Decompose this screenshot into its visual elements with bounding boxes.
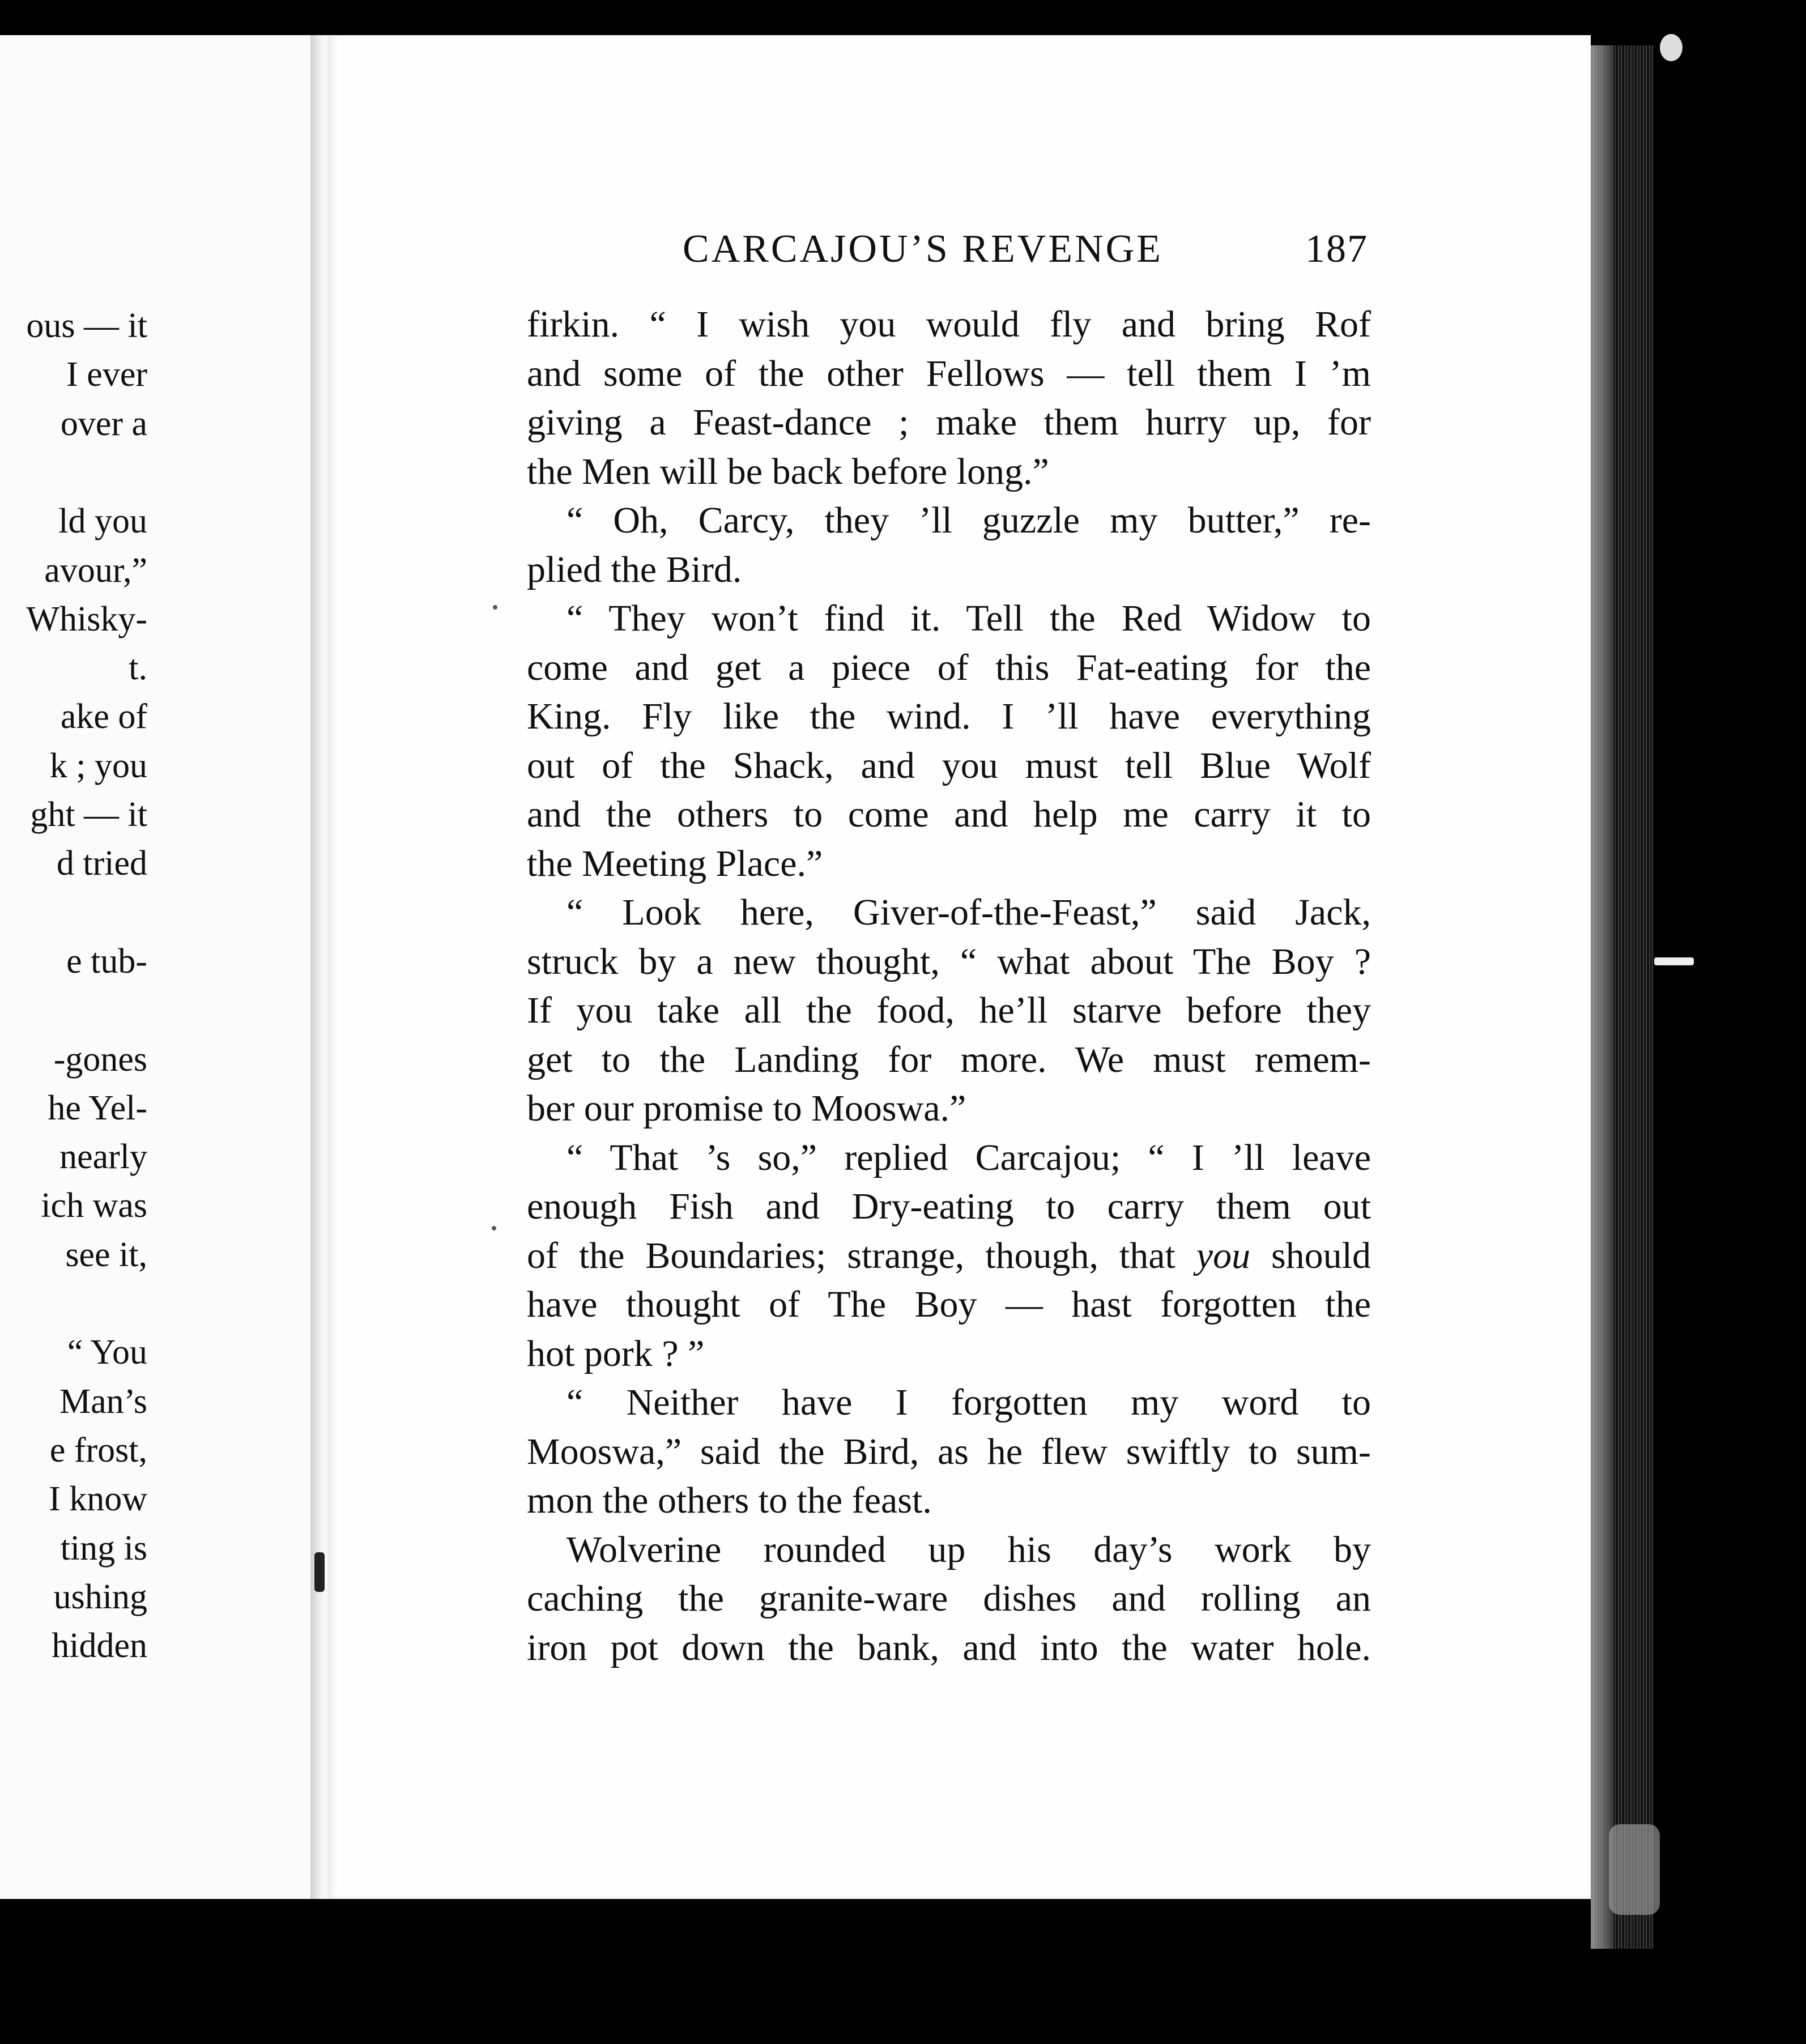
previous-page-line: ght — it <box>30 795 147 834</box>
text-line: iron pot down the bank, and into the water hole. <box>527 1626 1371 1668</box>
text-line: of the Boundaries; strange, though, that you should <box>527 1234 1371 1276</box>
text-line: have thought of The Boy — hast forgotten the <box>527 1284 1371 1325</box>
scan-speck <box>1654 957 1694 965</box>
previous-page-line: over a <box>60 404 147 443</box>
emphasized-word: you <box>1196 1234 1251 1276</box>
page-number: 187 <box>1305 227 1368 271</box>
previous-page-line: I know <box>49 1480 147 1519</box>
page-body-text <box>527 300 1371 1672</box>
page-header <box>683 227 1368 278</box>
previous-page <box>0 35 320 1899</box>
text-line: “ That ’s so,” replied Carcajou; “ I ’ll leave <box>566 1136 1371 1178</box>
previous-page-line: he Yel- <box>48 1088 147 1127</box>
text-line: King. Fly like the wind. I ’ll have everything <box>527 696 1371 737</box>
previous-page-line: e frost, <box>49 1430 147 1470</box>
scan-speck <box>493 605 497 610</box>
text-line: Wolverine rounded up his day’s work by <box>566 1528 1371 1570</box>
text-line: out of the Shack, and you must tell Blue Wolf <box>527 744 1371 786</box>
previous-page-line: k ; you <box>49 746 147 785</box>
text-line: get to the Landing for more. We must remem- <box>527 1038 1371 1080</box>
text-line: If you take all the food, he’ll starve before they <box>527 990 1371 1031</box>
previous-page-line: hidden <box>52 1626 147 1666</box>
scan-speck <box>1609 1824 1660 1915</box>
previous-page-text <box>0 35 147 1899</box>
previous-page-line: ake of <box>60 697 147 736</box>
text-line: caching the granite-ware dishes and rolling an <box>527 1578 1371 1619</box>
previous-page-line: ous — it <box>26 306 147 345</box>
previous-page-line: see it, <box>65 1235 147 1274</box>
previous-page-line: ld you <box>58 502 147 541</box>
text-line: “ They won’t find it. Tell the Red Widow to <box>566 598 1371 639</box>
text-line: “ Oh, Carcy, they ’ll guzzle my butter,” re- <box>566 500 1371 541</box>
text-line: struck by a new thought, “ what about The Boy ? <box>527 940 1371 982</box>
book-gutter <box>310 35 327 1899</box>
previous-page-line: ich was <box>41 1186 147 1225</box>
scan-speck <box>492 1226 496 1230</box>
previous-page-line: ushing <box>53 1577 147 1616</box>
previous-page-line: I ever <box>66 355 147 394</box>
text-line: “ Look here, Giver-of-the-Feast,” said Jack, <box>566 892 1371 933</box>
previous-page-line: nearly <box>59 1138 147 1177</box>
scan-speck <box>314 1552 325 1592</box>
text-line: Mooswa,” said the Bird, as he flew swiftly to sum- <box>527 1430 1371 1472</box>
running-head: CARCAJOU’S REVENGE <box>683 227 1163 271</box>
previous-page-line: -gones <box>53 1040 147 1079</box>
previous-page-line: d tried <box>56 844 147 883</box>
previous-page-line: t. <box>129 649 147 688</box>
text-line: firkin. “ I wish you would fly and bring Rof <box>527 304 1371 345</box>
previous-page-line: avour,” <box>44 551 147 590</box>
text-line: mon the others to the feast. <box>527 1480 932 1521</box>
text-line: come and get a piece of this Fat-eating for the <box>527 646 1371 688</box>
text-line: the Meeting Place.” <box>527 842 823 884</box>
text-line: ber our promise to Mooswa.” <box>527 1088 966 1129</box>
previous-page-line: “ You <box>67 1333 147 1372</box>
text-line: “ Neither have I forgotten my word to <box>566 1382 1371 1423</box>
previous-page-line: Man’s <box>59 1382 147 1421</box>
text-line: hot pork ? ” <box>527 1332 705 1374</box>
text-line: enough Fish and Dry-eating to carry them out <box>527 1186 1371 1227</box>
text-line: giving a Feast-dance ; make them hurry up, for <box>527 402 1371 443</box>
previous-page-line: e tub- <box>66 942 147 981</box>
text-line: and the others to come and help me carry it to <box>527 794 1371 835</box>
previous-page-line: ting is <box>60 1528 147 1568</box>
text-line: and some of the other Fellows — tell them I ’m <box>527 352 1371 394</box>
text-line: the Men will be back before long.” <box>527 450 1049 492</box>
page-fore-edge-highlight <box>1591 45 1613 1949</box>
previous-page-line: Whisky- <box>26 599 147 638</box>
text-line: plied the Bird. <box>527 548 742 590</box>
scan-speck <box>1660 34 1683 61</box>
